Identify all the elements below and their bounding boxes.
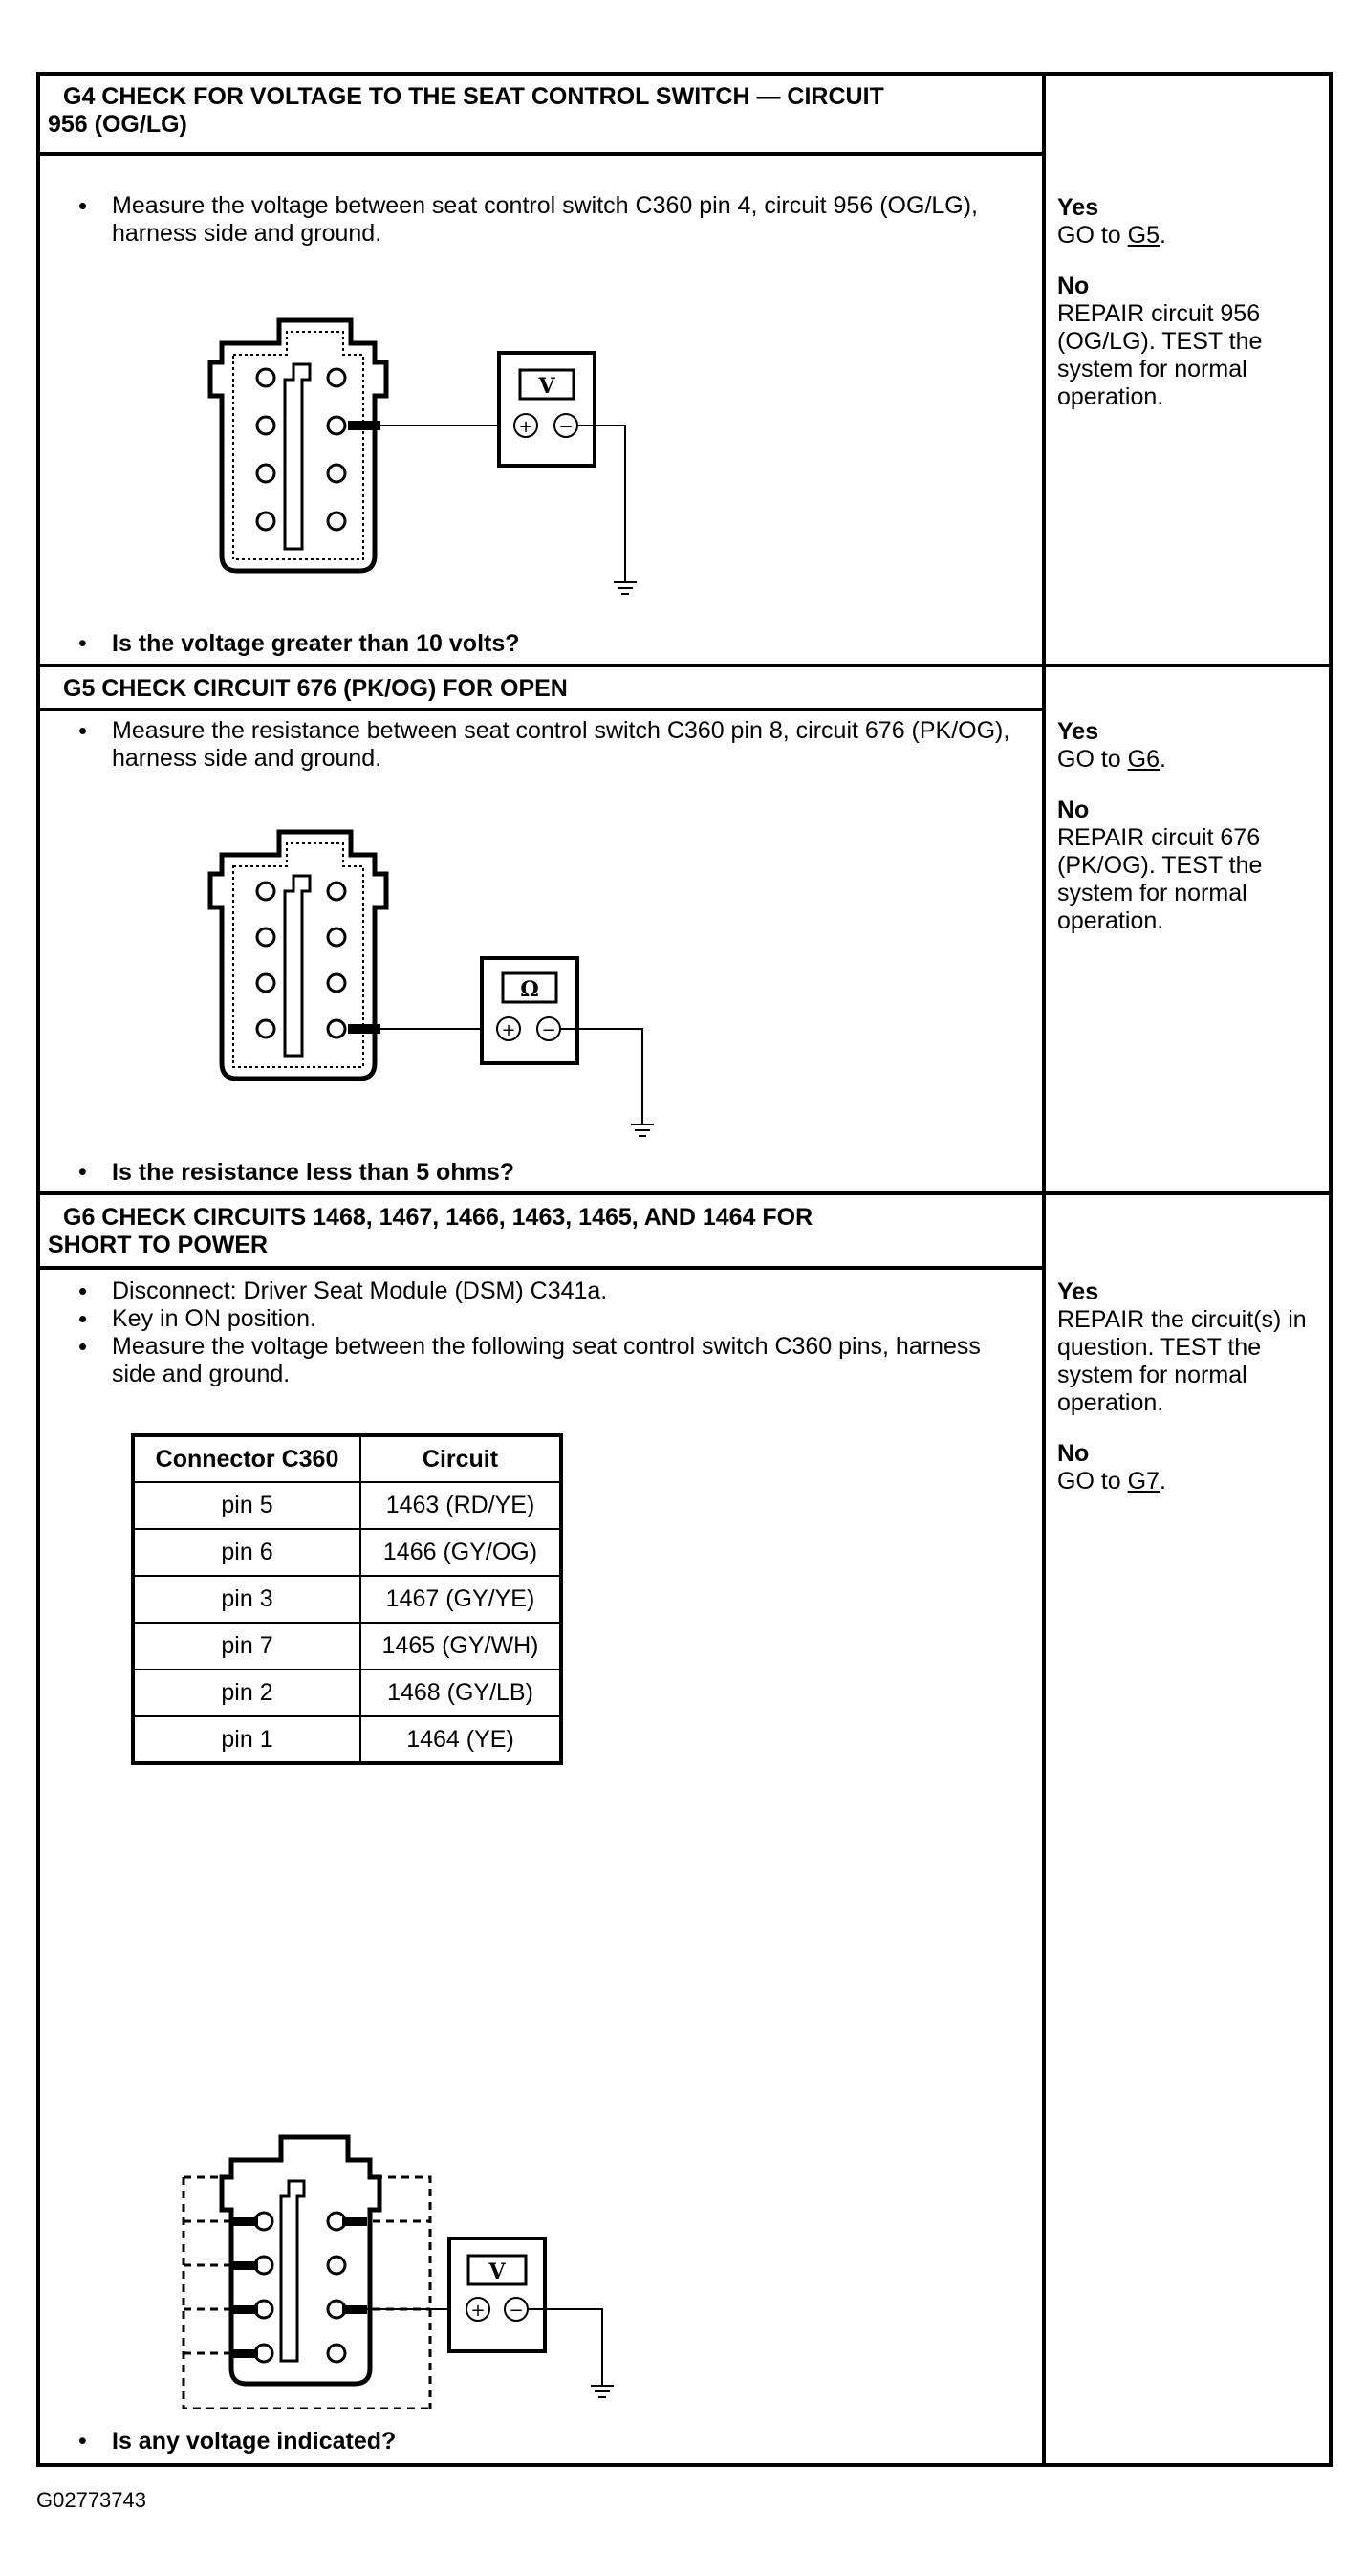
g5-title-rule — [40, 708, 1044, 711]
g6-no: No GO to G7. — [1057, 1440, 1166, 1495]
svg-text:+: + — [501, 1020, 516, 1040]
g6-title-rule — [40, 1266, 1044, 1270]
column-header: Connector C360 — [133, 1435, 360, 1482]
g6-step-1: • Disconnect: Driver Seat Module (DSM) C341a. — [78, 1277, 1015, 1305]
g5-no: No REPAIR circuit 676 (PK/OG). TEST the system for normal operation. — [1057, 797, 1263, 934]
table-row: pin 2 1468 (GY/LB) — [133, 1670, 561, 1716]
g4-title: G4 CHECK FOR VOLTAGE TO THE SEAT CONTROL SWITCH — CIRCUIT 956 (OG/LG) — [48, 83, 884, 138]
svg-text:+: + — [518, 417, 533, 437]
table-row: pin 6 1466 (GY/OG) — [133, 1529, 561, 1576]
g6-steps — [78, 1277, 1015, 1388]
voltmeter-icon — [499, 353, 595, 466]
g6-title: G6 CHECK CIRCUITS 1468, 1467, 1466, 1463, 1465, AND 1464 FOR SHORT TO POWER — [48, 1204, 813, 1258]
voltmeter-icon — [449, 2238, 545, 2351]
test-probe-icon — [348, 1024, 489, 1034]
svg-text:−: − — [541, 1020, 556, 1040]
figure-id: G02773743 — [36, 2488, 146, 2512]
c360-connector-icon — [210, 320, 386, 571]
g5-yes: Yes GO to G6. — [1057, 718, 1166, 773]
g6-voltage-measurement-diagram — [174, 2122, 671, 2409]
g5-resistance-measurement-diagram — [184, 817, 661, 1170]
test-probe-icon — [348, 421, 509, 430]
g5-steps — [78, 717, 1015, 773]
g5-step-1: • Measure the resistance between seat control switch C360 pin 8, circuit 676 (PK/OG), harness side and ground. — [78, 717, 1015, 773]
go-to-g7-link[interactable]: G7 — [1127, 1468, 1160, 1495]
c360-connector-icon — [222, 2137, 379, 2384]
g4-question: • Is the voltage greater than 10 volts? — [78, 630, 1015, 658]
meter-symbol: Ω — [520, 977, 539, 1002]
g4-no: No REPAIR circuit 956 (OG/LG). TEST the system for normal operation. — [1057, 273, 1263, 410]
go-to-g6-link[interactable]: G6 — [1127, 746, 1160, 773]
section-divider — [40, 1191, 1329, 1195]
g6-step-3: • Measure the voltage between the following seat control switch C360 pins, harness side and ground. — [78, 1333, 1015, 1388]
g5-answers — [1057, 718, 1330, 958]
meter-symbol: V — [538, 374, 555, 399]
g4-yes: Yes GO to G5. — [1057, 194, 1166, 249]
table-header-row — [133, 1435, 561, 1482]
table-row: pin 7 1465 (GY/WH) — [133, 1623, 561, 1670]
connector-pin-table — [131, 1433, 563, 1765]
g6-step-2: • Key in ON position. — [78, 1305, 1015, 1333]
g5-title: G5 CHECK CIRCUIT 676 (PK/OG) FOR OPEN — [63, 675, 568, 702]
g6-question: • Is any voltage indicated? — [78, 2428, 1015, 2456]
g4-answers — [1057, 194, 1330, 434]
table-row: pin 1 1464 (YE) — [133, 1716, 561, 1763]
go-to-g5-link[interactable]: G5 — [1127, 222, 1160, 249]
diagnostic-test-table — [36, 72, 1333, 2467]
g4-voltage-measurement-diagram — [184, 305, 661, 621]
c360-connector-icon — [210, 832, 386, 1079]
meter-symbol: V — [488, 2259, 506, 2284]
g6-yes: Yes REPAIR the circuit(s) in question. TEST the system for normal operation. — [1057, 1278, 1307, 1416]
svg-text:+: + — [470, 2301, 486, 2321]
g4-steps — [78, 192, 1015, 248]
column-header: Circuit — [360, 1435, 561, 1482]
g4-title-rule — [40, 152, 1044, 156]
svg-text:−: − — [558, 417, 574, 437]
g5-question: • Is the resistance less than 5 ohms? — [78, 1159, 1015, 1187]
g4-step-1: • Measure the voltage between seat control switch C360 pin 4, circuit 956 (OG/LG), harness side and ground. — [78, 192, 1015, 248]
g6-answers — [1057, 1278, 1330, 1518]
svg-text:−: − — [509, 2301, 524, 2321]
table-row: pin 3 1467 (GY/YE) — [133, 1576, 561, 1623]
section-divider — [40, 664, 1329, 667]
table-row: pin 5 1463 (RD/YE) — [133, 1482, 561, 1529]
ohmmeter-icon — [482, 958, 577, 1063]
